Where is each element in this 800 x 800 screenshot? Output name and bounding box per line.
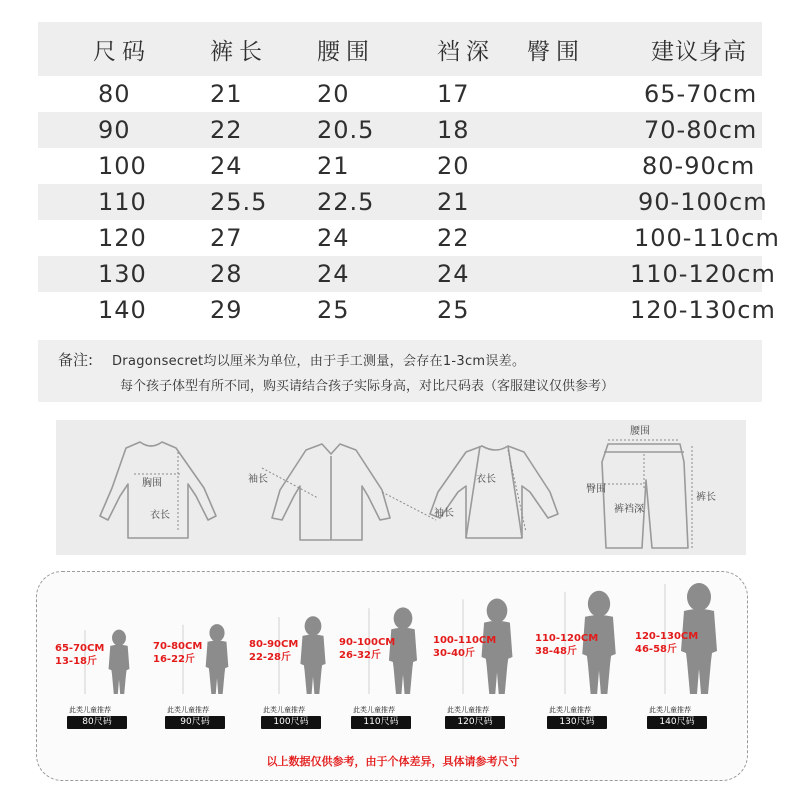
table-cell: 80 [98, 80, 131, 108]
table-cell: 110 [98, 188, 147, 216]
header-crotch-depth: 裆深 [437, 38, 495, 65]
label-shirt-length: 衣长 [150, 510, 170, 521]
table-row [38, 184, 762, 220]
kid-weight: 46-58斤 [635, 644, 677, 655]
table-cell: 70-80cm [644, 116, 758, 144]
child-body [300, 635, 325, 695]
child-silhouette-icon [249, 572, 343, 702]
kid-size-tag: 140尺码 [647, 716, 707, 729]
child-body [206, 640, 229, 694]
kid-height-weight [339, 636, 395, 662]
label-hip: 臀围 [586, 484, 606, 495]
table-row [38, 292, 762, 328]
sweater-drawing [100, 442, 216, 538]
table-row [38, 76, 762, 112]
kid-height: 110-120CM [535, 633, 599, 644]
child-silhouette-icon [153, 572, 247, 702]
table-cell: 29 [210, 296, 243, 324]
header-waist: 腰围 [317, 38, 375, 65]
kids-footer-note: 以上数据仅供参考，由于个体差异，具体请参考尺寸 [266, 755, 520, 768]
header-suggested-height: 建议身高 [651, 38, 747, 65]
kid-weight: 26-32斤 [339, 650, 381, 661]
note-line-2: 每个孩子体型有所不同，购买请结合孩子实际身高，对比尺码表（客服建议仅供参考） [120, 379, 615, 394]
size-chart-table [38, 22, 780, 328]
kid-weight: 16-22斤 [153, 654, 195, 665]
kid-weight: 38-48斤 [535, 646, 577, 657]
header-size: 尺码 [93, 38, 151, 65]
table-cell: 24 [437, 260, 470, 288]
table-cell: 25.5 [210, 188, 268, 216]
table-cell: 27 [210, 224, 243, 252]
table-cell [504, 220, 574, 256]
label-waist: 腰围 [630, 426, 650, 437]
label-sleeve-2: 袖长 [434, 508, 454, 519]
kid-height-weight [635, 630, 698, 656]
label-top-length: 衣长 [476, 474, 496, 485]
kid-height: 80-90CM [249, 639, 299, 650]
kid-size-tag: 90尺码 [165, 716, 225, 729]
table-cell: 22 [210, 116, 243, 144]
table-cell: 25 [317, 296, 350, 324]
kid-size-item [153, 572, 247, 772]
note-label: 备注: [58, 351, 94, 369]
table-row [38, 112, 762, 148]
kid-size-item [55, 572, 149, 772]
kid-height-weight [153, 640, 202, 666]
header-hip: 臀围 [527, 38, 585, 65]
table-row [38, 148, 762, 184]
kid-recommend-text: 此类儿童推荐 [649, 706, 691, 714]
label-chest: 胸围 [142, 478, 162, 489]
note-line-1: Dragonsecret均以厘米为单位，由于手工测量，会存在1-3cm误差。 [112, 354, 526, 369]
kid-height-weight [535, 632, 598, 658]
kids-size-recommendation [36, 571, 748, 781]
kid-recommend-text: 此类儿童推荐 [69, 706, 111, 714]
table-cell: 20 [317, 80, 350, 108]
table-cell: 65-70cm [644, 80, 758, 108]
garment-measurement-diagram [56, 420, 746, 555]
table-cell [504, 292, 574, 328]
kid-recommend-text: 此类儿童推荐 [549, 706, 591, 714]
table-cell: 100-110cm [634, 224, 780, 252]
kid-size-item [433, 572, 527, 772]
child-head [112, 630, 126, 646]
pants-drawing [602, 444, 688, 548]
kid-recommend-text: 此类儿童推荐 [447, 706, 489, 714]
table-cell [504, 112, 574, 148]
table-cell: 100 [98, 152, 147, 180]
table-cell: 20.5 [317, 116, 375, 144]
label-crotch: 裤裆深 [614, 504, 644, 515]
child-head [394, 607, 413, 629]
kid-recommend-text: 此类儿童推荐 [263, 706, 305, 714]
table-cell: 120 [98, 224, 147, 252]
table-cell: 130 [98, 260, 147, 288]
table-cell: 21 [437, 188, 470, 216]
table-cell [504, 148, 574, 184]
label-pants-length: 裤长 [696, 492, 716, 503]
table-cell: 18 [437, 116, 470, 144]
kid-size-item [249, 572, 343, 772]
table-cell: 140 [98, 296, 147, 324]
label-sleeve: 袖长 [248, 474, 268, 485]
table-cell: 25 [437, 296, 470, 324]
table-cell: 80-90cm [642, 152, 756, 180]
child-body [109, 645, 130, 694]
child-head [209, 624, 224, 642]
table-cell: 22.5 [317, 188, 375, 216]
table-header-row [38, 22, 762, 76]
table-row [38, 220, 762, 256]
table-row [38, 256, 762, 292]
table-cell: 110-120cm [630, 260, 776, 288]
child-head [487, 599, 508, 623]
table-cell: 120-130cm [630, 296, 776, 324]
kid-weight: 22-28斤 [249, 652, 291, 663]
table-cell: 20 [437, 152, 470, 180]
kid-size-tag: 130尺码 [547, 716, 607, 729]
kid-size-tag: 110尺码 [351, 716, 411, 729]
kid-height-weight [55, 642, 104, 668]
kid-size-item [635, 572, 729, 772]
kid-size-tag: 120尺码 [445, 716, 505, 729]
table-cell: 90-100cm [638, 188, 768, 216]
kid-height: 90-100CM [339, 637, 396, 648]
child-head [588, 591, 610, 617]
table-cell [504, 76, 574, 112]
child-head [687, 583, 711, 611]
kid-height-weight [249, 638, 298, 664]
kid-height: 70-80CM [153, 641, 203, 652]
table-cell: 24 [317, 260, 350, 288]
kid-size-item [339, 572, 433, 772]
child-head [305, 616, 322, 636]
kid-recommend-text: 此类儿童推荐 [353, 706, 395, 714]
note-box [38, 340, 762, 402]
kid-recommend-text: 此类儿童推荐 [167, 706, 209, 714]
kid-size-tag: 80尺码 [67, 716, 127, 729]
kid-size-tag: 100尺码 [261, 716, 321, 729]
kid-weight: 13-18斤 [55, 656, 97, 667]
table-cell [504, 184, 574, 220]
table-cell: 21 [317, 152, 350, 180]
table-cell: 90 [98, 116, 131, 144]
kid-size-item [535, 572, 629, 772]
kid-weight: 30-40斤 [433, 648, 475, 659]
table-cell: 21 [210, 80, 243, 108]
child-silhouette-icon [55, 572, 149, 702]
table-cell: 28 [210, 260, 243, 288]
kid-height: 100-110CM [433, 635, 497, 646]
header-pants-length: 裤长 [210, 38, 268, 65]
table-cell: 17 [437, 80, 470, 108]
table-cell: 24 [210, 152, 243, 180]
kid-height: 120-130CM [635, 631, 699, 642]
kid-height-weight [433, 634, 496, 660]
table-cell: 24 [317, 224, 350, 252]
table-cell: 22 [437, 224, 470, 252]
raglan-top-drawing [430, 446, 558, 538]
kid-height: 65-70CM [55, 643, 105, 654]
table-cell [504, 256, 574, 292]
